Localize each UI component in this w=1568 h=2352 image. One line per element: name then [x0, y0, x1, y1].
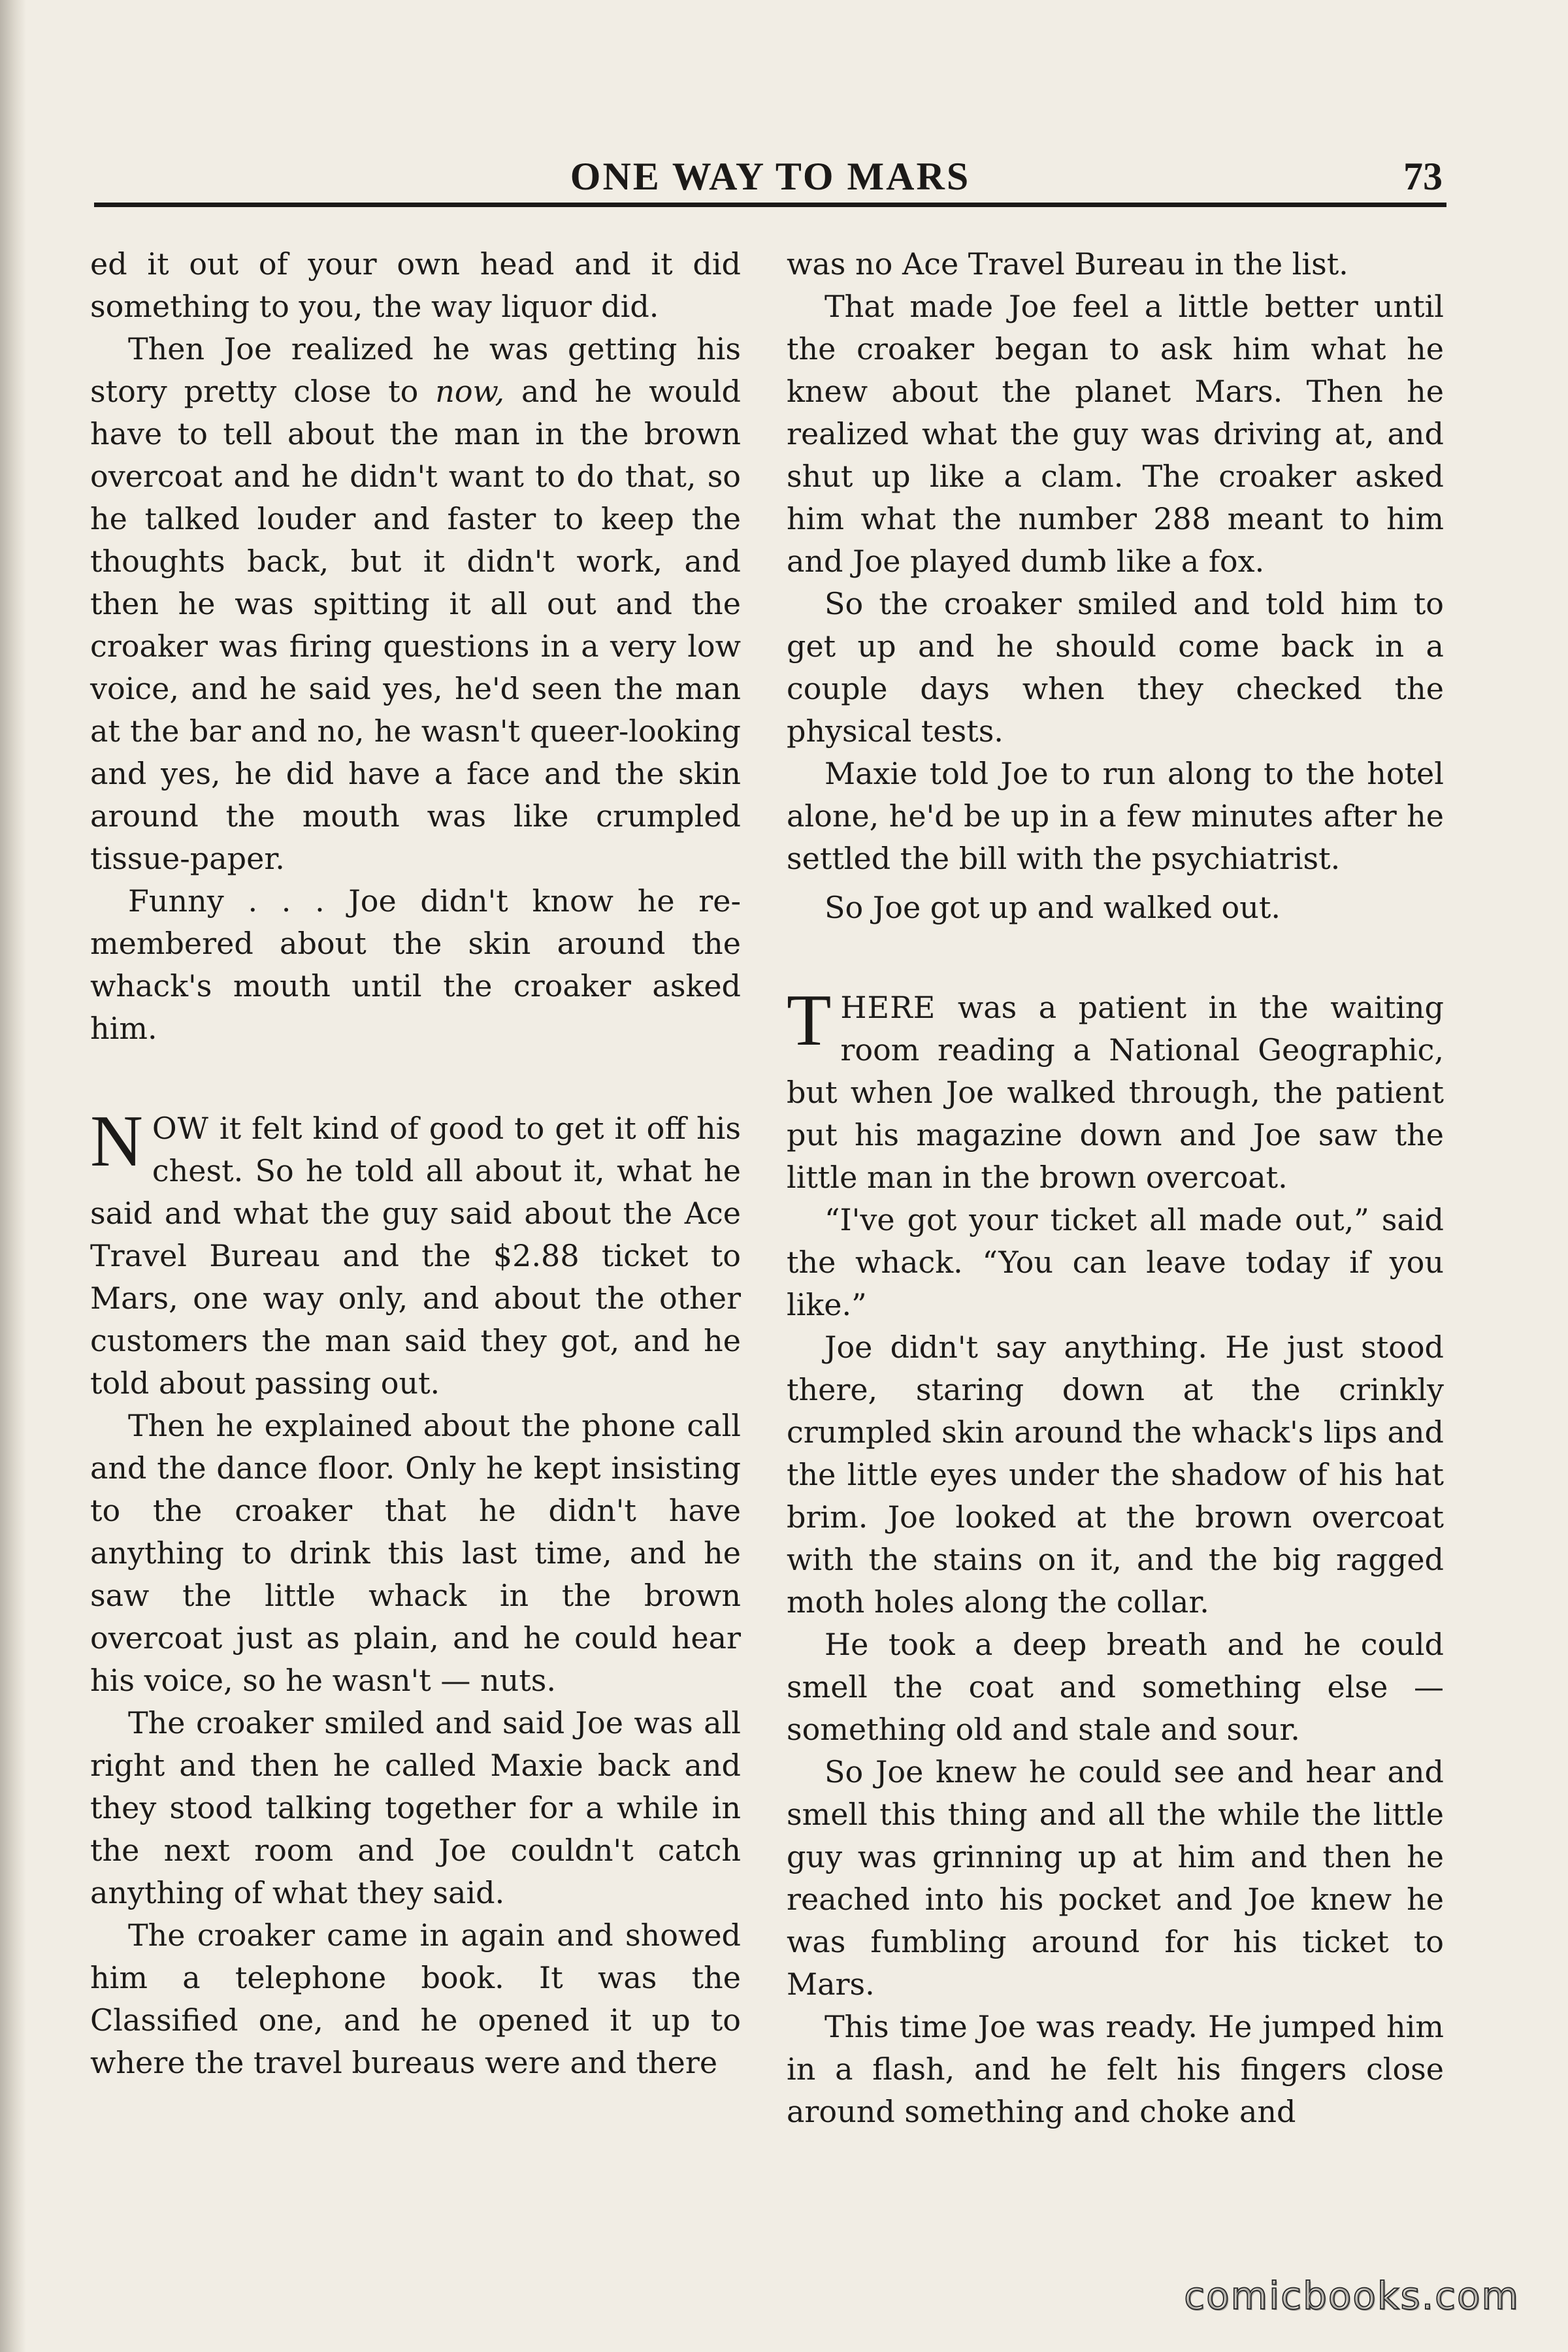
paragraph: So the croaker smiled and told him to get up and he should come back in a couple days when they checked the physical tests. [787, 586, 1444, 749]
lead-in-text: HERE [840, 990, 936, 1025]
emphasis-text: now, [435, 374, 505, 409]
drop-cap: N [90, 1101, 143, 1182]
running-title: ONE WAY TO MARS [570, 155, 971, 198]
paragraph: So Joe got up and walked out. [825, 890, 1281, 925]
section-opening-paragraph [787, 980, 1444, 1199]
running-head [94, 152, 1446, 204]
paragraph: He took a deep breath and he could smell the coat and something else — something old and stale and sour. [787, 1627, 1444, 1747]
drop-cap: T [787, 980, 832, 1061]
paragraph: “I've got your ticket all made out,” said the whack. “You can leave today if you like.” [787, 1202, 1444, 1322]
paragraph: So Joe knew he could see and hear and smell this thing and all the while the little guy was grinning up at him and then he reached into his pocket and Joe knew he was fumbling around for his ticket to Mars. [787, 1754, 1444, 2002]
paragraph: Joe didn't say anything. He just stood there, staring down at the crinkly crumpled skin around the whack's lips and the little eyes under the shadow of his hat brim. Joe looked at the brown overcoat with the stains on it, and the big ragged moth holes along the collar. [787, 1330, 1444, 1620]
binding-shadow [0, 0, 26, 2352]
paragraph: Then he explained about the phone call and the dance floor. Only he kept insisting to the croaker that he didn't have anything to drink this last time, and he saw the little whack in the brown overcoat just as plain, and he could hear his voice, so he wasn't — nuts. [90, 1408, 741, 1698]
paragraph [90, 328, 741, 880]
paragraph: The croaker came in again and showed him a telephone book. It was the Classified one, and he opened it up to where the travel bureaus were and there [90, 1918, 741, 2080]
paragraph: ed it out of your own head and it did something to you, the way liquor did. [90, 246, 741, 324]
paragraph: was no Ace Travel Bureau in the list. [787, 246, 1348, 282]
lead-in-text: OW [152, 1111, 209, 1146]
paragraph: Funny . . . Joe didn't know he remembered about the skin around the whack's mouth until the croaker asked him. [90, 883, 741, 1046]
paragraph: The croaker smiled and said Joe was all right and then he called Maxie back and they stood talking together for a while in the next room and Joe couldn't catch anything of what they said. [90, 1705, 741, 1910]
left-column [90, 243, 741, 2084]
right-column [787, 243, 1444, 2133]
paragraph-text: and he would have to tell about the man in the brown overcoat and he didn't want to do that, so he talked louder and faster to keep the thoughts back, but it didn't work, and then he was spitting it all out and the croaker was firing questions in a very low voice, and he said yes, he'd seen the man at the bar and no, he wasn't queer-looking and yes, he did have a face and the skin around the mouth was like crumpled tissue-paper. [90, 374, 741, 876]
paragraph: That made Joe feel a little better until the croaker began to ask him what he knew about the planet Mars. Then he realized what the guy was driving at, and shut up like a clam. The croaker asked him what the number 288 meant to him and Joe played dumb like a fox. [787, 289, 1444, 579]
header-rule [94, 203, 1446, 207]
section-opening-paragraph [90, 1101, 741, 1405]
paragraph-text: was a patient in the waiting room reading a National Geographic, but when Joe walked through, the patient put his magazine down and Joe saw the little man in the brown overcoat. [787, 990, 1444, 1195]
page-number: 73 [1403, 155, 1443, 198]
paragraph: This time Joe was ready. He jumped him in a flash, and he felt his fingers close around something and choke and [787, 2009, 1444, 2129]
site-watermark: comicbooks.com [1184, 2274, 1520, 2318]
paragraph: Maxie told Joe to run along to the hotel alone, he'd be up in a few minutes after he settled the bill with the psychiatrist. [787, 756, 1444, 876]
paragraph-text: it felt kind of good to get it off his chest. So he told all about it, what he said and what the guy said about the Ace Travel Bureau and the $2.88 ticket to Mars, one way only, and about the other customers the man said they got, and he told about passing out. [90, 1111, 741, 1401]
paragraph-text: Then Joe realized he was getting his story pretty close to [90, 331, 741, 409]
